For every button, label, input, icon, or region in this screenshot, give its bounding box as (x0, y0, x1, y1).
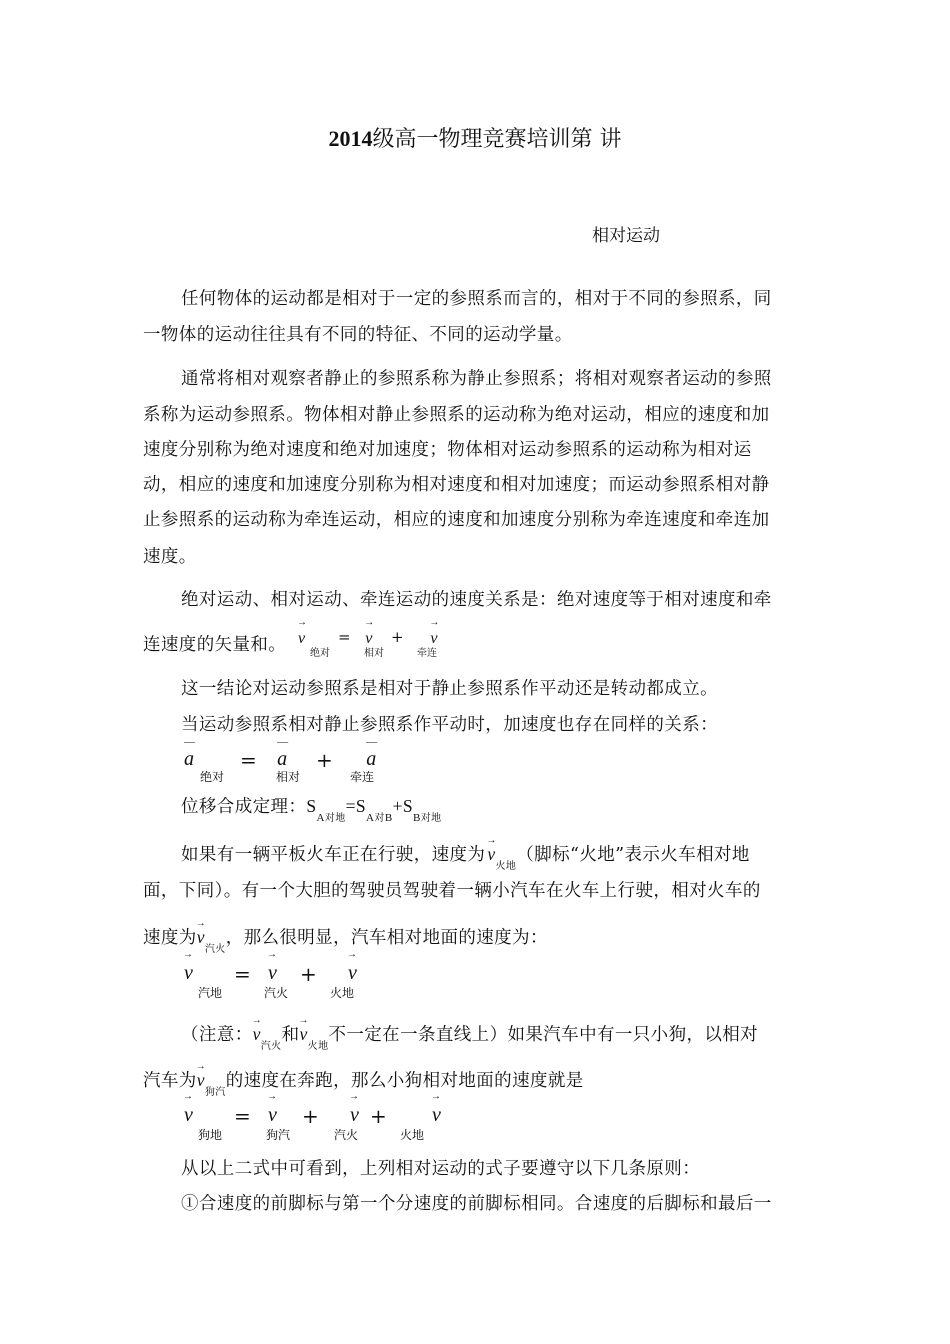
paragraph-line: 速度分别称为绝对速度和绝对加速度；物体相对运动参照系的运动称为相对运 (143, 440, 752, 460)
plus-sign: + (300, 962, 317, 986)
page-title: 2014级高一物理竞赛培训第 讲 (328, 126, 622, 152)
subscript: 汽地 (198, 986, 223, 1000)
paragraph-line: 速度为→ $v_{汽火}$，那么很明显，汽车相对地面的速度为： (143, 923, 548, 964)
velocity-symbol: → v (348, 962, 357, 985)
paragraph-line: （注意：→ $v_{汽火}$和→ $v_{火地}$不一定在一条直线上）如果汽车中有一只小狗，以相对 (181, 1020, 758, 1061)
section-subtitle: 相对运动 (592, 226, 660, 246)
subscript: 狗汽 (266, 1128, 291, 1142)
velocity-symbol: → v (268, 962, 277, 985)
paragraph-line: 动，相应的速度和加速度分别称为相对速度和相对加速度；而运动参照系相对静 (143, 475, 770, 495)
plus-sign: + (316, 748, 333, 772)
equals-sign: = (338, 628, 351, 646)
subscript: 相对 (276, 770, 301, 784)
subscript: 绝对 (310, 648, 330, 659)
acceleration-symbol: — a (366, 748, 376, 771)
plus-sign: + (302, 1104, 319, 1128)
paragraph-line: 汽车为→ $v_{狗汽}$的速度在奔跑，那么小狗相对地面的速度就是 (143, 1066, 584, 1107)
velocity-symbol: → v (350, 1104, 359, 1127)
subscript: 火地 (400, 1128, 425, 1142)
paragraph-line: ①合速度的前脚标与第一个分速度的前脚标相同。合速度的后脚标和最后一 (181, 1194, 772, 1214)
paragraph-line: 止参照系的运动称为牵连运动，相应的速度和加速度分别称为牵连速度和牵连加 (143, 510, 770, 530)
acceleration-symbol: — a (184, 748, 194, 771)
equals-sign: = (234, 962, 251, 986)
paragraph-line: 从以上二式中可看到，上列相对运动的式子要遵守以下几条原则： (181, 1159, 701, 1179)
subscript: 汽火 (264, 986, 289, 1000)
subscript: 牵连 (417, 648, 437, 659)
velocity-symbol: → v (184, 1104, 193, 1127)
velocity-symbol: → v (268, 1104, 277, 1127)
paragraph-line: 任何物体的运动都是相对于一定的参照系而言的，相对于不同的参照系，同 (181, 289, 772, 309)
paragraph-line: 绝对运动、相对运动、牵连运动的速度关系是：绝对速度等于相对速度和牵 (181, 590, 772, 610)
subscript: 牵连 (350, 770, 375, 784)
velocity-symbol: → v (298, 630, 305, 648)
acceleration-symbol: — a (277, 748, 287, 771)
paragraph-line: 通常将相对观察者静止的参照系称为静止参照系；将相对观察者运动的参照 (181, 369, 772, 389)
subscript: 绝对 (200, 770, 225, 784)
paragraph-line: 当运动参照系相对静止参照系作平动时，加速度也存在同样的关系： (181, 715, 718, 735)
acceleration-equation (184, 748, 404, 788)
plus-sign: + (391, 628, 404, 646)
subscript: 相对 (364, 648, 384, 659)
paragraph-line: 这一结论对运动参照系是相对于静止参照系作平动还是转动都成立。 (181, 679, 718, 699)
paragraph-line: 速度。 (143, 547, 197, 567)
subscript: 狗地 (198, 1128, 223, 1142)
velocity-symbol: → v (430, 630, 437, 648)
paragraph-line: 如果有一辆平板火车正在行驶，速度为→ $v_{火地}$（脚标“火地”表示火车相对地 (181, 840, 750, 881)
paragraph-line: 系称为运动参照系。物体相对静止参照系的运动称为绝对运动，相应的速度和加 (143, 405, 770, 425)
plus-sign: + (370, 1104, 387, 1128)
displacement-theorem: 位移合成定理：$S_{A对地}=S_{A对B}+S_{B对地}$ (181, 796, 442, 824)
subscript: 汽火 (334, 1128, 359, 1142)
velocity-symbol: → v (184, 962, 193, 985)
subscript: 火地 (330, 986, 355, 1000)
dog-velocity-equation (184, 1104, 444, 1144)
velocity-symbol: → v (365, 630, 372, 648)
velocity-symbol: → v (432, 1104, 441, 1127)
paragraph-line: 面，下同）。有一个大胆的驾驶员驾驶着一辆小汽车在火车上行驶，相对火车的 (143, 881, 761, 901)
car-velocity-equation (184, 962, 384, 1002)
velocity-equation-inline (298, 628, 448, 662)
equals-sign: = (240, 748, 257, 772)
paragraph-line: 一物体的运动往往具有不同的特征、不同的运动学量。 (143, 325, 573, 345)
equals-sign: = (234, 1104, 251, 1128)
paragraph-line: 连速度的矢量和。 (143, 635, 287, 655)
